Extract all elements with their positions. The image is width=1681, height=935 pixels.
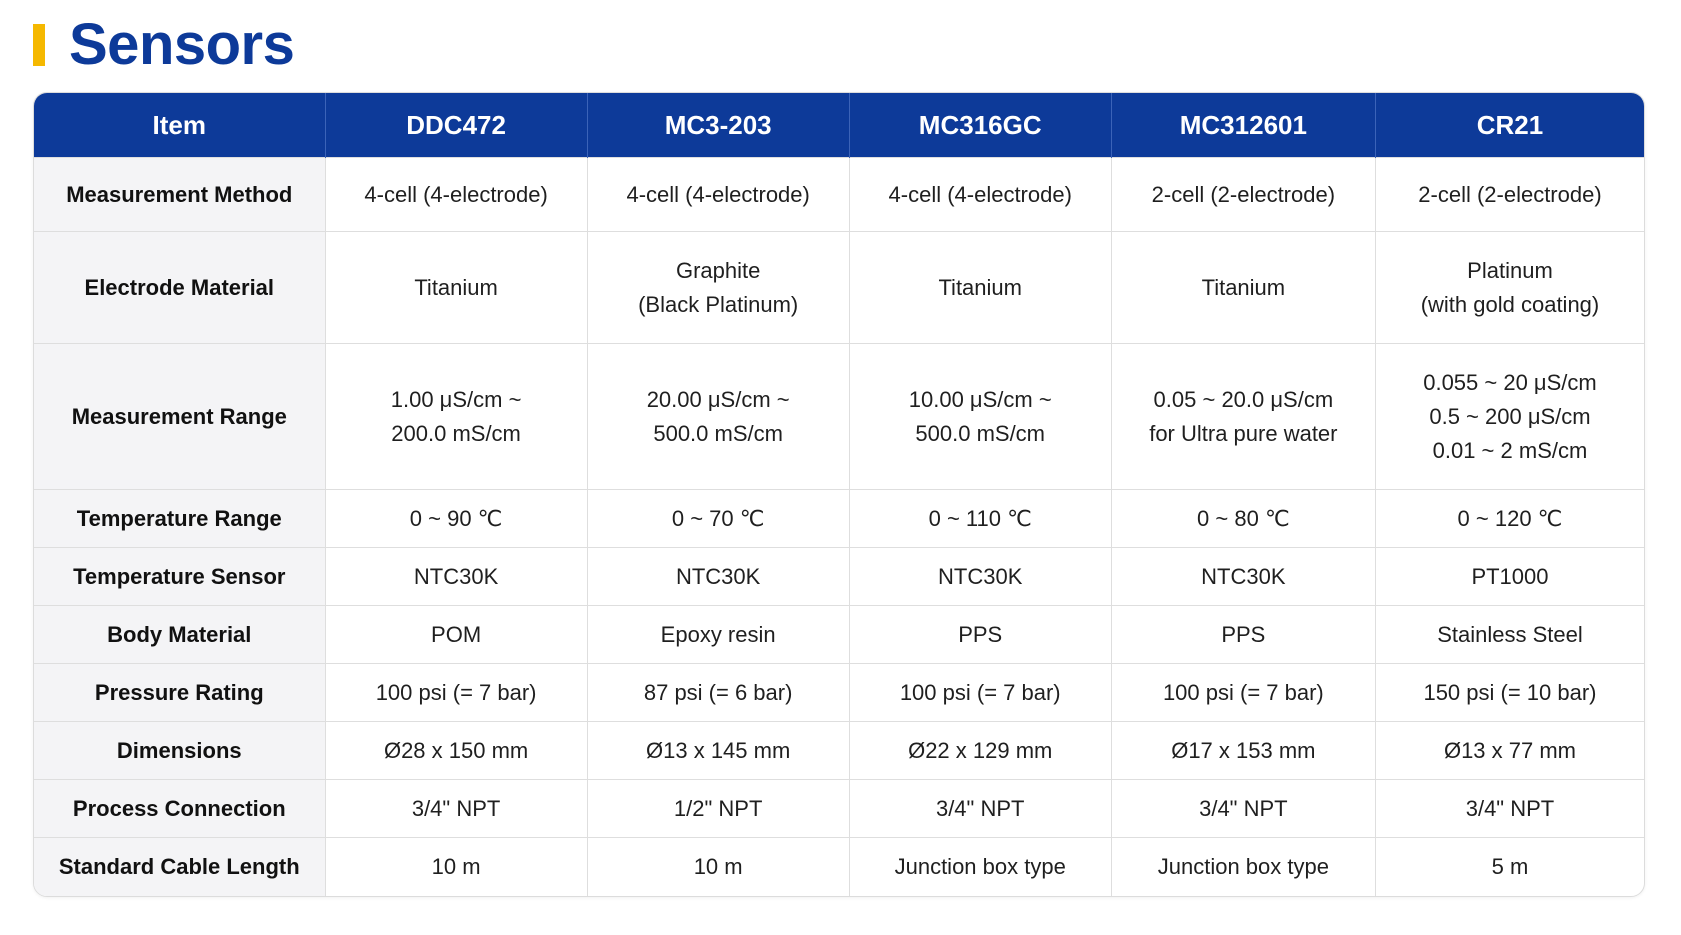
table-row <box>34 158 1644 232</box>
table-cell <box>849 490 1111 548</box>
cell-text-line: Stainless Steel <box>1437 621 1583 647</box>
cell-text-line: 3/4" NPT <box>1199 795 1288 821</box>
table-cell <box>849 664 1111 722</box>
cell-text-line: 0 ~ 110 ℃ <box>928 505 1032 531</box>
cell-text-line: (Black Platinum) <box>638 291 799 317</box>
page-header <box>33 14 294 76</box>
cell-text-line: 87 psi (= 6 bar) <box>643 679 793 705</box>
table-cell <box>325 344 587 490</box>
cell-text-line: 10.00 μS/cm ~ <box>908 386 1052 412</box>
table-cell <box>325 232 587 344</box>
cell-text-line: 10 m <box>431 853 481 879</box>
table-row <box>34 344 1644 490</box>
table-cell <box>325 780 587 838</box>
table-cell <box>325 722 587 780</box>
cell-text-line: 100 psi (= 7 bar) <box>375 679 537 705</box>
table-cell <box>1375 664 1644 722</box>
cell-text-line: 2-cell (2-electrode) <box>1418 181 1602 207</box>
table-row <box>34 780 1644 838</box>
table-cell <box>1111 344 1375 490</box>
table-cell <box>1375 548 1644 606</box>
table-cell <box>587 158 849 232</box>
table-cell <box>1375 606 1644 664</box>
table-cell <box>849 606 1111 664</box>
table-cell <box>1111 158 1375 232</box>
cell-text-line: 0.5 ~ 200 μS/cm <box>1429 403 1591 429</box>
table-cell <box>325 490 587 548</box>
table-cell <box>587 838 849 896</box>
table-row <box>34 664 1644 722</box>
cell-text-line: 20.00 μS/cm ~ <box>646 386 790 412</box>
cell-text-line: 0 ~ 80 ℃ <box>1197 505 1290 531</box>
accent-bar <box>33 24 45 66</box>
row-label: Dimensions <box>34 722 325 780</box>
table-row <box>34 232 1644 344</box>
cell-text-line: Junction box type <box>1157 853 1329 879</box>
table-row <box>34 722 1644 780</box>
cell-text-line: 5 m <box>1491 853 1529 879</box>
cell-text-line: 100 psi (= 7 bar) <box>899 679 1061 705</box>
column-header-cr21: CR21 <box>1375 93 1644 158</box>
cell-text-line: Titanium <box>414 274 498 300</box>
cell-text-line: PPS <box>958 621 1003 647</box>
cell-text-line: 10 m <box>693 853 743 879</box>
cell-text-line: Titanium <box>938 274 1022 300</box>
cell-text-line: 3/4" NPT <box>1465 795 1555 821</box>
cell-text-line: 2-cell (2-electrode) <box>1151 181 1336 207</box>
cell-text-line: 500.0 mS/cm <box>915 420 1046 446</box>
row-label: Temperature Sensor <box>34 548 325 606</box>
table-cell <box>1375 838 1644 896</box>
table-cell <box>1111 490 1375 548</box>
cell-text-line: 3/4" NPT <box>935 795 1025 821</box>
table-cell <box>849 722 1111 780</box>
cell-text-line: 4-cell (4-electrode) <box>364 181 548 207</box>
table-cell <box>1111 664 1375 722</box>
table-cell <box>587 490 849 548</box>
cell-text-line: 4-cell (4-electrode) <box>626 181 810 207</box>
table-cell <box>1111 606 1375 664</box>
cell-text-line: 100 psi (= 7 bar) <box>1162 679 1324 705</box>
cell-text-line: 0 ~ 70 ℃ <box>671 505 765 531</box>
table-cell <box>325 664 587 722</box>
table-cell <box>325 838 587 896</box>
table-row <box>34 606 1644 664</box>
row-label: Standard Cable Length <box>34 838 325 896</box>
cell-text-line: Epoxy resin <box>660 621 776 647</box>
cell-text-line: 500.0 mS/cm <box>653 420 783 446</box>
cell-text-line: 150 psi (= 10 bar) <box>1423 679 1597 705</box>
cell-text-line: Ø17 x 153 mm <box>1171 737 1316 763</box>
table-cell <box>849 232 1111 344</box>
row-label: Measurement Method <box>34 158 325 232</box>
cell-text-line: 1/2" NPT <box>673 795 763 821</box>
table-row <box>34 548 1644 606</box>
cell-text-line: 0 ~ 90 ℃ <box>409 505 503 531</box>
table-cell <box>587 606 849 664</box>
table-cell <box>849 838 1111 896</box>
cell-text-line: NTC30K <box>675 563 761 589</box>
cell-text-line: for Ultra pure water <box>1149 420 1338 446</box>
table-cell <box>325 158 587 232</box>
cell-text-line: (with gold coating) <box>1420 291 1600 317</box>
table-cell <box>849 780 1111 838</box>
cell-text-line: POM <box>431 621 482 647</box>
cell-text-line: 200.0 mS/cm <box>391 420 521 446</box>
column-header-ddc472: DDC472 <box>325 93 587 158</box>
table-cell <box>587 344 849 490</box>
table-cell <box>1111 722 1375 780</box>
cell-text-line: 0.05 ~ 20.0 μS/cm <box>1153 386 1334 412</box>
row-label: Electrode Material <box>34 232 325 344</box>
table-cell <box>1375 158 1644 232</box>
table-cell <box>587 664 849 722</box>
table-cell <box>1111 780 1375 838</box>
column-header-mc316gc: MC316GC <box>849 93 1111 158</box>
cell-text-line: 0.055 ~ 20 μS/cm <box>1423 369 1597 395</box>
table-cell <box>1375 232 1644 344</box>
table-cell <box>1111 838 1375 896</box>
table-cell <box>587 548 849 606</box>
table-cell <box>1375 722 1644 780</box>
cell-text-line: Junction box type <box>894 853 1066 879</box>
column-header-item: Item <box>34 93 325 158</box>
cell-text-line: Ø13 x 77 mm <box>1443 737 1576 763</box>
cell-text-line: Titanium <box>1201 274 1286 300</box>
table-header-row <box>34 93 1644 158</box>
table-cell <box>587 722 849 780</box>
table-row <box>34 838 1644 896</box>
page-title: Sensors <box>69 12 295 77</box>
cell-text-line: 1.00 μS/cm ~ <box>390 386 522 412</box>
table-cell <box>587 232 849 344</box>
row-label: Measurement Range <box>34 344 325 490</box>
column-header-mc3-203: MC3-203 <box>587 93 849 158</box>
table-row <box>34 490 1644 548</box>
table-cell <box>325 548 587 606</box>
table-cell <box>849 548 1111 606</box>
cell-text-line: Graphite <box>675 257 761 283</box>
cell-text-line: PPS <box>1221 621 1266 647</box>
cell-text-line: PT1000 <box>1471 563 1549 589</box>
cell-text-line: NTC30K <box>938 563 1023 589</box>
table-cell <box>587 780 849 838</box>
table-cell <box>1111 548 1375 606</box>
table-cell <box>849 158 1111 232</box>
row-label: Pressure Rating <box>34 664 325 722</box>
table-cell <box>325 606 587 664</box>
row-label: Process Connection <box>34 780 325 838</box>
cell-text-line: Platinum <box>1467 257 1553 283</box>
cell-text-line: 4-cell (4-electrode) <box>888 181 1072 207</box>
sensor-spec-table <box>33 92 1645 897</box>
row-label: Temperature Range <box>34 490 325 548</box>
cell-text-line: Ø13 x 145 mm <box>646 737 791 763</box>
cell-text-line: Ø22 x 129 mm <box>908 737 1053 763</box>
table-cell <box>1375 780 1644 838</box>
cell-text-line: 0 ~ 120 ℃ <box>1457 505 1563 531</box>
column-header-mc312601: MC312601 <box>1111 93 1375 158</box>
table-cell <box>1111 232 1375 344</box>
cell-text-line: Ø28 x 150 mm <box>383 737 529 763</box>
table-cell <box>1375 490 1644 548</box>
row-label: Body Material <box>34 606 325 664</box>
cell-text-line: 0.01 ~ 2 mS/cm <box>1432 437 1588 463</box>
cell-text-line: 3/4" NPT <box>411 795 501 821</box>
table-cell <box>1375 344 1644 490</box>
cell-text-line: NTC30K <box>413 563 499 589</box>
table-cell <box>849 344 1111 490</box>
cell-text-line: NTC30K <box>1201 563 1286 589</box>
